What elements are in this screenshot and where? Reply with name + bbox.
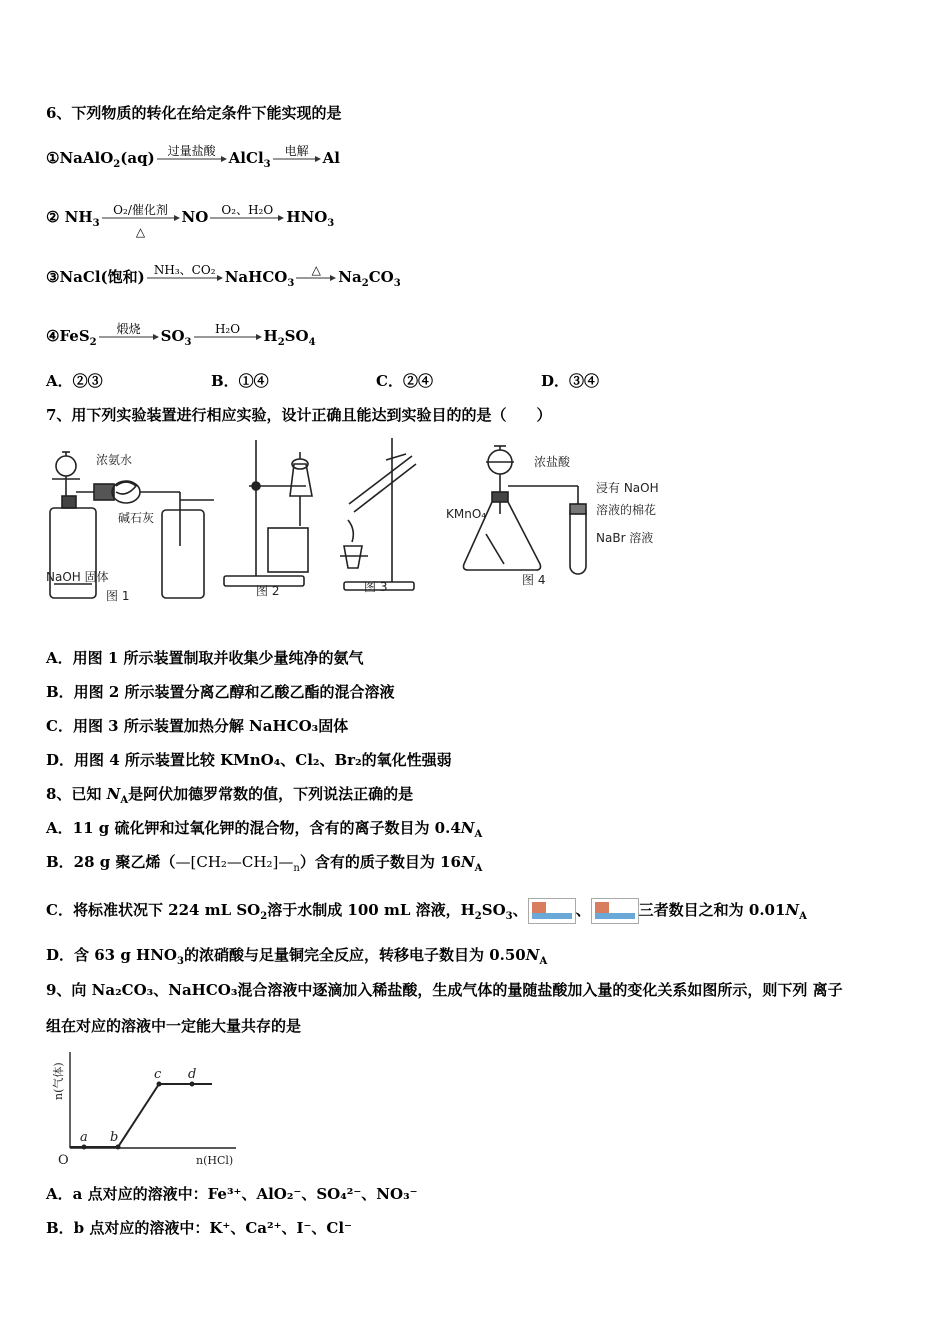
fig1-ammonia-label: 浓氨水 — [96, 453, 133, 467]
q6-stem: 6、下列物质的转化在给定条件下能实现的是 — [46, 104, 342, 122]
fig1-naoh-label: NaOH 固体 — [46, 570, 109, 584]
fig4-kmno4-label: KMnO₄ — [446, 507, 487, 521]
fig4-nabr-label: NaBr 溶液 — [596, 531, 654, 545]
q6-option-d[interactable]: D．③④ — [541, 372, 600, 390]
reaction-arrow: 煅烧 — [99, 333, 159, 341]
q6-option-a[interactable]: A．②③ — [46, 372, 103, 390]
polyethylene-unit: CH₂—CH₂ — [196, 853, 273, 871]
q6-reaction-4: ④FeS$_2$ 煅烧 $SO_3$ H₂O $H_2SO_4$ — [46, 322, 316, 348]
q6-reaction-2: ② $NH_3$ O₂/催化剂 △ NO O₂、H₂O $HNO_3$ — [46, 203, 335, 239]
fig4-caption: 图 4 — [522, 573, 546, 587]
label-d: d — [188, 1067, 197, 1082]
broken-image-icon — [591, 898, 639, 924]
origin-label: O — [58, 1153, 69, 1168]
q6-option-b[interactable]: B．①④ — [211, 372, 269, 390]
q7-option-c[interactable]: C．用图 3 所示装置加热分解 NaHCO₃固体 — [46, 717, 349, 735]
q6-reaction-1: ①NaAlO$_2$(aq) 过量盐酸 AlCl$_3$ 电解 Al — [46, 144, 340, 170]
y-axis-label: n(气体) — [52, 1062, 65, 1100]
q6-options — [46, 371, 706, 391]
reaction-arrow: H₂O — [194, 333, 262, 341]
q8-option-d[interactable]: D．含 63 g $HNO_3$的浓硝酸与足量铜完全反应，转移电子数目为 $0.50N_A$ — [46, 946, 548, 967]
point-a — [82, 1145, 87, 1150]
broken-image-icon — [528, 898, 576, 924]
label-b: b — [110, 1130, 119, 1145]
q7-apparatus-figures — [44, 434, 704, 609]
fig4-cotton-label-2: 溶液的棉花 — [596, 503, 657, 517]
reaction-arrow: O₂/催化剂 △ — [102, 214, 180, 222]
q6-reaction-3: ③NaCl(饱和) NH₃、CO₂ NaHCO$_3$ △ $Na_2CO_3$ — [46, 263, 401, 289]
q9-option-a[interactable]: A．a 点对应的溶液中：Fe³⁺、AlO₂⁻、SO₄²⁻、NO₃⁻ — [46, 1185, 418, 1203]
q9-option-b[interactable]: B．b 点对应的溶液中：K⁺、Ca²⁺、I⁻、Cl⁻ — [46, 1219, 352, 1237]
reaction-arrow: 过量盐酸 — [157, 155, 227, 163]
q7-option-d[interactable]: D．用图 4 所示装置比较 KMnO₄、Cl₂、Br₂的氧化性强弱 — [46, 751, 452, 769]
q8-option-c[interactable]: C．将标准状况下 224 mL $SO_2$溶于水制成 100 mL 溶液，$H_2SO_3$、 、 三者数目之和为 $0.01N_A$ — [46, 898, 807, 924]
point-d — [190, 1082, 195, 1087]
q9-stem-2: 组在对应的溶液中一定能大量共存的是 — [46, 1017, 302, 1035]
fig4-hcl-label: 浓盐酸 — [534, 455, 571, 469]
reaction-arrow: 电解 — [273, 155, 321, 163]
q7-stem: 7、用下列实验装置进行相应实验，设计正确且能达到实验目的的是（ ） — [46, 406, 552, 424]
q8-stem: 8、已知 $N_A$是阿伏加德罗常数的值，下列说法正确的是 — [46, 785, 414, 806]
point-b — [116, 1145, 121, 1150]
q8-option-b[interactable]: B．28 g 聚乙烯$(—[CH_2—CH_2]—_n)$含有的质子数目为 $16N_A$ — [46, 853, 483, 874]
reaction-arrow: NH₃、CO₂ — [147, 274, 223, 282]
fig1-lime-label: 碱石灰 — [118, 511, 155, 525]
reaction-arrow: △ — [296, 274, 336, 282]
label-c: c — [154, 1067, 162, 1082]
q8-option-a[interactable]: A．11 g 硫化钾和过氧化钾的混合物，含有的离子数目为 $0.4N_A$ — [46, 819, 483, 840]
label-a: a — [80, 1130, 88, 1145]
fig4-cotton-label-1: 浸有 NaOH — [596, 481, 659, 495]
q9-stem-1: 9、向 Na₂CO₃、NaHCO₃混合溶液中逐滴加入稀盐酸，生成气体的量随盐酸加入量的变化关系如图所示，则下列 离子 — [46, 981, 843, 999]
fig1-caption: 图 1 — [106, 589, 130, 603]
fig3-caption: 图 3 — [364, 580, 388, 594]
q7-option-a[interactable]: A．用图 1 所示装置制取并收集少量纯净的氨气 — [46, 649, 364, 667]
q6-option-c[interactable]: C．②④ — [376, 372, 433, 390]
x-axis-label: n(HCl) — [196, 1154, 234, 1167]
q9-gas-graph — [46, 1048, 246, 1172]
series-line-rise — [118, 1084, 159, 1147]
fig2-caption: 图 2 — [256, 584, 280, 598]
q7-option-b[interactable]: B．用图 2 所示装置分离乙醇和乙酸乙酯的混合溶液 — [46, 683, 395, 701]
point-c — [157, 1082, 162, 1087]
reaction-arrow: O₂、H₂O — [210, 214, 284, 222]
